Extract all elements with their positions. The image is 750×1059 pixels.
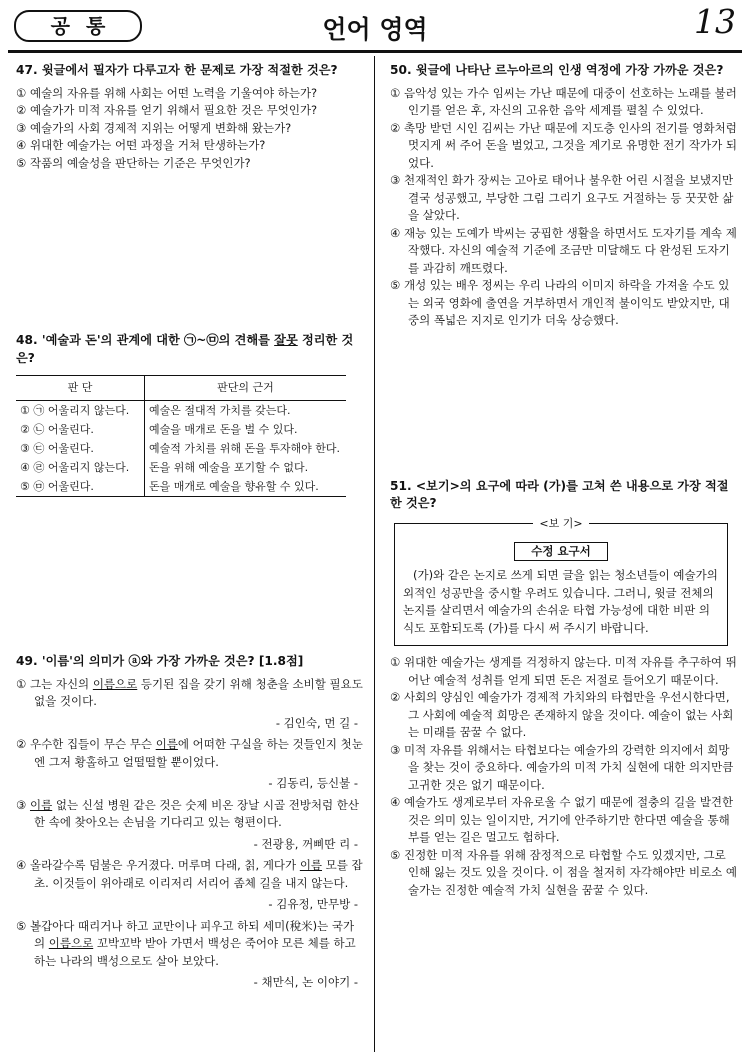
answer-option[interactable]: ③ 천재적인 화가 장씨는 고아로 태어나 불우한 어린 시절을 보냈지만 결국 성공했고, 부당한 그림 그리기 요구도 거절하는 등 꿋꿋한 삶을 살았다. xyxy=(390,173,734,222)
answer-option[interactable]: ② 촉망 받던 시인 김씨는 가난 때문에 지도층 인사의 전기를 영화처럼 멋지게 써 주어 돈을 벌었고, 그것을 계기로 유명한 전기 작가가 되었다. xyxy=(390,120,738,170)
request-text: (가)와 같은 논지로 쓰게 되면 글을 읽는 청소년들이 예술가의 외적인 성공만을 중시할 우려도 있습니다. 그러니, 윗글 전체의 논지를 살리면서 예술가의 손쉬운 타협 가능성에 대한 비판 의식도 포함되도록 (가)를 다시 써 주시기 바랍니다. xyxy=(403,568,718,635)
table-row[interactable]: ⑤ ㉤ 어울린다. 돈을 매개로 예술을 향유할 수 있다. xyxy=(16,477,346,497)
question-stem: 51. <보기>의 요구에 따라 (가)를 고쳐 쓴 내용으로 가장 적절한 것은? xyxy=(390,478,729,510)
bogi-box xyxy=(394,516,728,647)
table-header: 판 단 xyxy=(16,376,145,401)
question-stem: 48. '예술과 돈'의 관계에 대한 ㉠~㉤의 견해를 잘못 정리한 것은? xyxy=(16,333,354,365)
page-header xyxy=(0,0,750,48)
source-citation: - 채만식, 논 이야기 - xyxy=(253,975,358,989)
answer-option[interactable]: ② 사회의 양심인 예술가가 경제적 가치와의 타협만을 우선시한다면, 그 사회에 예술적 희망은 존재하지 않을 것이다. 예술이 없는 사회는 미래를 꿈꿀 수 없다. xyxy=(390,690,734,739)
right-column xyxy=(390,62,738,899)
table-header: 판단의 근거 xyxy=(145,376,347,401)
answer-option[interactable]: ② 우수한 집들이 무슨 무슨 이름에 어떠한 구실을 하는 것들인지 첫눈엔 그저 황홀하고 얼떨떨할 뿐이었다. xyxy=(16,737,363,769)
answer-option[interactable]: ② 예술가가 미적 자유를 얻기 위해서 필요한 것은 무엇인가? xyxy=(16,103,318,117)
answer-option[interactable]: ④ 예술가도 생계로부터 자유로울 수 없기 때문에 절충의 길을 발견한 것은 의미 있는 일이지만, 거기에 안주하기만 한다면 예술을 통해 부를 얻는 길은 멀고도 험하다. xyxy=(390,795,734,844)
request-title: 수정 요구서 xyxy=(514,542,608,562)
question-48 xyxy=(16,332,364,497)
table-row[interactable]: ④ ㉣ 어울리지 않는다. 돈을 위해 예술을 포기할 수 없다. xyxy=(16,458,346,477)
answer-option[interactable]: ① 그는 자신의 이름으로 등기된 집을 갖기 위해 청춘을 소비할 필요도 없을 것이다. xyxy=(16,676,363,708)
question-51 xyxy=(390,478,738,900)
answer-option[interactable]: ④ 위대한 예술가는 어떤 과정을 거쳐 탄생하는가? xyxy=(16,138,266,152)
answer-option[interactable]: ④ 재능 있는 도예가 박씨는 궁핍한 생활을 하면서도 도자기를 계속 제작했다. 자신의 예술적 기준에 조금만 미달해도 다 완성된 도자기를 과감히 깨뜨렸다. xyxy=(390,225,737,275)
table-row[interactable]: ③ ㉢ 어울린다. 예술적 가치를 위해 돈을 투자해야 한다. xyxy=(16,439,346,458)
answer-option[interactable]: ⑤ 개성 있는 배우 정씨는 우리 나라의 이미지 하락을 가져올 수도 있는 외국 영화에 출연을 거부하면서 개인적 불이익도 받았지만, 대중의 폭넓은 지지로 인기가 더욱 상승했다. xyxy=(390,278,730,327)
underlined-word: 잘못 xyxy=(274,333,298,347)
answer-option[interactable]: ③ 이름 없는 신설 병원 같은 것은 숫제 비온 장날 시골 전방처럼 한산한 속에 찾아오는 손님을 기다리고 있는 형편이다. xyxy=(16,797,360,829)
source-citation: - 김유정, 만무방 - xyxy=(268,897,358,911)
question-50 xyxy=(390,62,738,330)
judgement-table xyxy=(16,375,346,497)
question-stem: 50. 윗글에 나타난 르누아르의 인생 역정에 가장 가까운 것은? xyxy=(390,63,724,77)
header-rule xyxy=(8,50,742,53)
answer-option[interactable]: ① 음악성 있는 가수 임씨는 가난 때문에 대중이 선호하는 노래를 불러 인기를 얻은 후, 자신의 고유한 음악 세계를 펼칠 수 있었다. xyxy=(390,85,737,117)
question-47 xyxy=(16,62,364,172)
source-citation: - 김인숙, 먼 길 - xyxy=(275,715,358,730)
answer-option[interactable]: ③ 미적 자유를 위해서는 타협보다는 예술가의 강력한 의지에서 희망을 찾는 것이 중요하다. 예술가의 미적 가치 실현에 대한 의지만큼 고귀한 것은 없기 때문이다. xyxy=(390,742,734,792)
table-row[interactable]: ① ㉠ 어울리지 않는다. 예술은 절대적 가치를 갖는다. xyxy=(16,401,346,421)
section-badge: 공통 xyxy=(14,10,142,42)
question-stem: 49. '이름'의 의미가 ⓐ와 가장 가까운 것은? [1.8점] xyxy=(16,654,304,668)
question-stem: 47. 윗글에서 필자가 다루고자 한 문제로 가장 적절한 것은? xyxy=(16,63,338,77)
answer-option[interactable]: ⑤ 작품의 예술성을 판단하는 기준은 무엇인가? xyxy=(16,155,251,170)
answer-option[interactable]: ① 예술의 자유를 위해 사회는 어떤 노력을 기울여야 하는가? xyxy=(16,85,318,100)
question-49 xyxy=(16,653,364,992)
answer-option[interactable]: ⑤ 진정한 미적 자유를 위해 잠정적으로 타협할 수도 있겠지만, 그로 인해 잃는 것도 있을 것이다. 이 점을 철저히 자각해야만 비로소 예술가는 진정한 예술적 가치 실현을 꿈꿀 수 있다. xyxy=(390,847,738,897)
subject-title: 언어 영역 xyxy=(322,15,428,44)
source-citation: - 전광용, 꺼삐딴 리 - xyxy=(253,836,358,851)
column-divider xyxy=(374,56,375,1052)
answer-option[interactable]: ③ 예술가의 사회 경제적 지위는 어떻게 변화해 왔는가? xyxy=(16,120,292,135)
table-row[interactable]: ② ㉡ 어울린다. 예술을 매개로 돈을 벌 수 있다. xyxy=(16,420,346,439)
bogi-label: <보 기> xyxy=(533,517,588,530)
left-column xyxy=(16,62,364,996)
answer-option[interactable]: ⑤ 볼갑아다 때리거나 하고 교만이나 피우고 하되 세미(稅米)는 국가의 이름으로 꼬박꼬박 받아 가면서 백성은 죽어야 모른 체를 하고 하는 나라의 백성으로도 살아 보았다. xyxy=(16,918,356,968)
answer-option[interactable]: ① 위대한 예술가는 생계를 걱정하지 않는다. 미적 자유를 추구하여 뛰어난 예술적 성취를 얻게 되면 돈은 저절로 들어오기 때문이다. xyxy=(390,655,737,687)
page-number: 13 xyxy=(694,2,736,41)
answer-option[interactable]: ④ 올라갈수록 덤불은 우거졌다. 머루며 다래, 칡, 게다가 이름 모를 잡초. 이것들이 위아래로 이리저리 서리어 좀체 길을 내지 않는다. xyxy=(16,858,363,890)
source-citation: - 김동리, 등신불 - xyxy=(268,776,358,790)
